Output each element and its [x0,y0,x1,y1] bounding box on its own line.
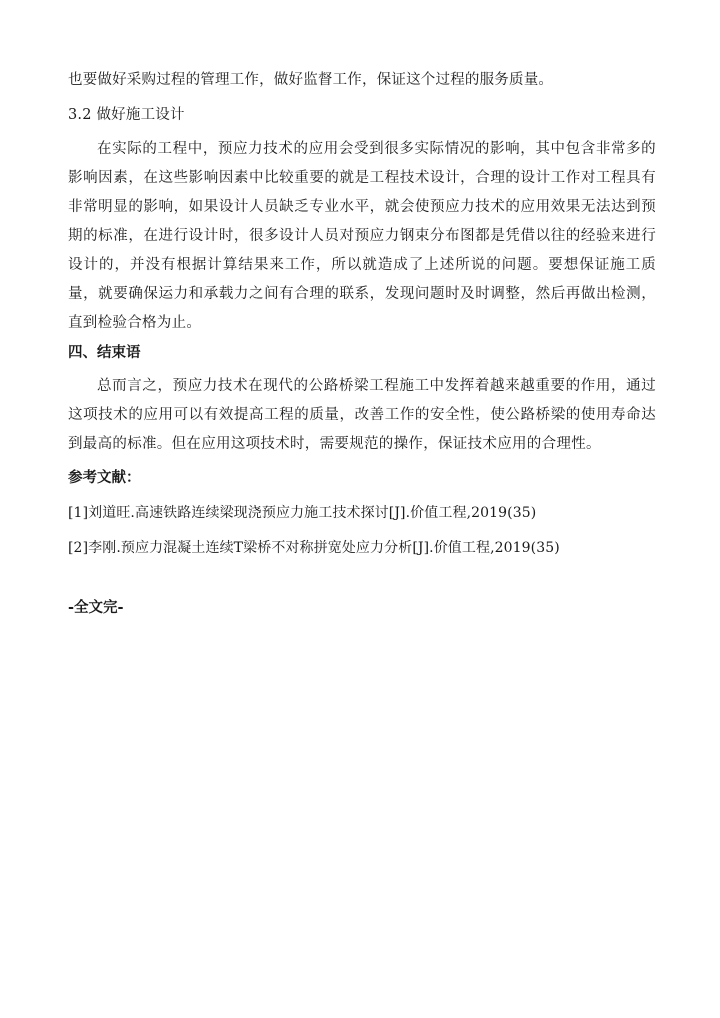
references-heading: 参考文献： [68,470,141,486]
section-heading-conclusion: 四、结束语 [68,345,141,361]
section-3-2-paragraph: 在实际的工程中，预应力技术的应用会受到很多实际情况的影响，其中包含非常多的影响因素，在这些影响因素中比较重要的就是工程技术设计，合理的设计工作对工程具有非常明显的影响，如果设计人员缺乏专业水平，就会使预应力技术的应用效果无法达到预期的标准，在进行设计时，很多设计人员对预应力钢束分布图都是凭借以往的经验来进行设计的，并没有根据计算结果来工作，所以就造成了上述所说的问题。要想保证施工质量，就要确保运力和承载力之间有合理的联系，发现问题时及时调整，然后再做出检测，直到检验合格为止。 [68,141,656,331]
end-mark: -全文完- [68,600,124,616]
carryover-line: 也要做好采购过程的管理工作，做好监督工作，保证这个过程的服务质量。 [68,72,554,88]
reference-item: [1]刘道旺.高速铁路连续梁现浇预应力施工技术探讨[J].价值工程,2019(35) [68,505,537,521]
section-heading-3-2: 3.2 做好施工设计 [68,107,185,123]
conclusion-paragraph: 总而言之，预应力技术在现代的公路桥梁工程施工中发挥着越来越重要的作用，通过这项技术的应用可以有效提高工程的质量，改善工作的安全性，使公路桥梁的使用寿命达到最高的标准。但在应用这项技术时，需要规范的操作，保证技术应用的合理性。 [68,378,656,452]
reference-item: [2]李刚.预应力混凝土连续T梁桥不对称拼宽处应力分析[J].价值工程,2019(35) [68,540,560,556]
